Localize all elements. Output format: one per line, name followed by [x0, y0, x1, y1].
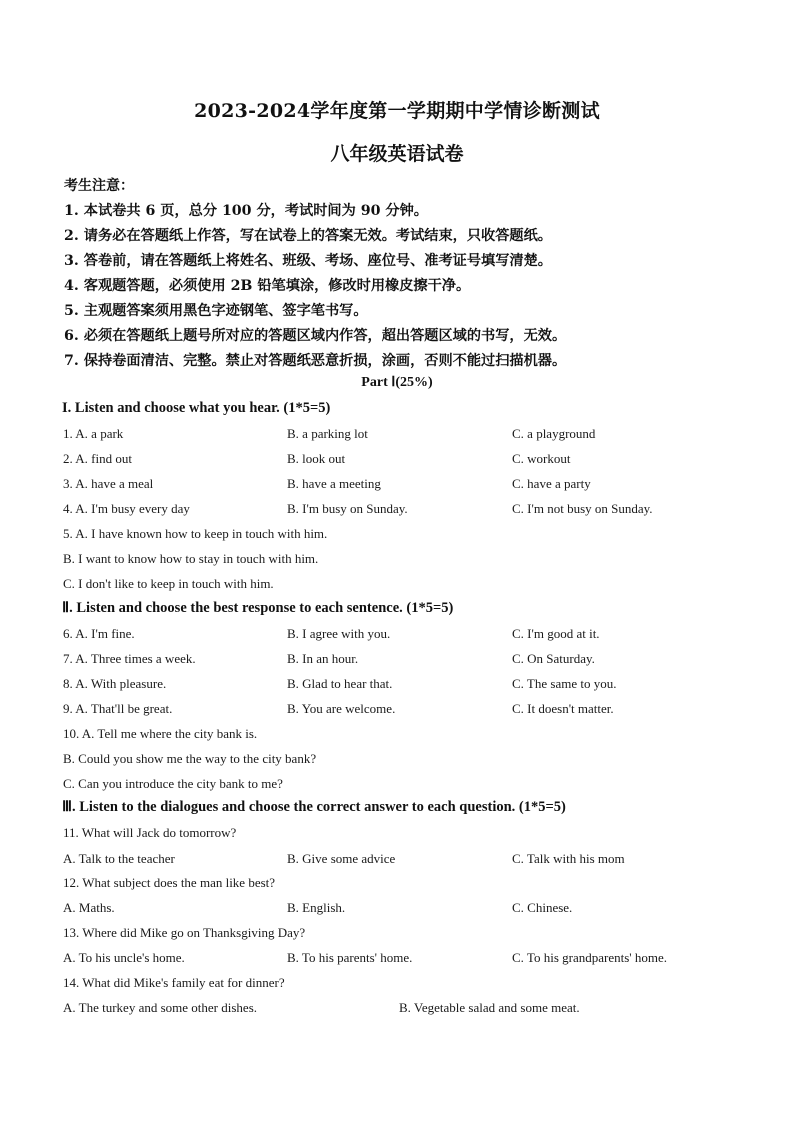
question-2-option-a: 2. A. find out	[63, 451, 132, 466]
notice-item: 4. 客观题答题，必须使用 2B 铅笔填涂，修改时用橡皮擦干净。	[64, 278, 471, 294]
notice-item: 2. 请务必在答题纸上作答，写在试卷上的答案无效。考试结束，只收答题纸。	[64, 228, 552, 244]
question-9-option-c: C. It doesn't matter.	[512, 701, 614, 716]
question-12-option-b: B. English.	[287, 900, 346, 915]
question-1-option-c: C. a playground	[512, 426, 596, 441]
question-11-option-b: B. Give some advice	[287, 851, 396, 866]
section-2-heading: Ⅱ. Listen and choose the best response to each sentence. (1*5=5)	[62, 600, 454, 616]
question-8-option-c: C. The same to you.	[512, 676, 617, 691]
question-4-option-b: B. I'm busy on Sunday.	[287, 501, 408, 516]
question-14-option-b: B. Vegetable salad and some meat.	[399, 1000, 580, 1015]
question-1-option-a: 1. A. a park	[63, 426, 124, 441]
question-7-option-b: B. In an hour.	[287, 651, 359, 666]
question-7-option-a: 7. A. Three times a week.	[63, 651, 196, 666]
question-10-option-c: C. Can you introduce the city bank to me?	[63, 776, 283, 791]
notice-item: 3. 答卷前，请在答题纸上将姓名、班级、考场、座位号、准考证号填写清楚。	[64, 253, 552, 269]
question-5-option-b: B. I want to know how to stay in touch with him.	[63, 551, 319, 566]
section-1-heading: I. Listen and choose what you hear. (1*5=5)	[62, 400, 331, 416]
question-9-option-a: 9. A. That'll be great.	[63, 701, 173, 716]
notice-item: 5. 主观题答案须用黑色字迹钢笔、签字笔书写。	[64, 303, 368, 319]
question-13-option-c: C. To his grandparents' home.	[512, 950, 668, 965]
question-5-option-a: 5. A. I have known how to keep in touch with him.	[63, 526, 328, 541]
notice-item: 6. 必须在答题纸上题号所对应的答题区域内作答，超出答题区域的书写，无效。	[64, 328, 567, 344]
question-11-stem: 11. What will Jack do tomorrow?	[63, 825, 237, 840]
question-9-option-b: B. You are welcome.	[287, 701, 396, 716]
question-8-option-b: B. Glad to hear that.	[287, 676, 393, 691]
question-14-option-a: A. The turkey and some other dishes.	[63, 1000, 257, 1015]
question-5-option-c: C. I don't like to keep in touch with him.	[63, 576, 274, 591]
question-6-option-c: C. I'm good at it.	[512, 626, 600, 641]
exam-subtitle: 八年级英语试卷	[330, 143, 464, 165]
question-13-stem: 13. Where did Mike go on Thanksgiving Day?	[63, 925, 306, 940]
question-11-option-a: A. Talk to the teacher	[63, 851, 175, 866]
question-11-option-c: C. Talk with his mom	[512, 851, 625, 866]
question-13-option-a: A. To his uncle's home.	[63, 950, 185, 965]
question-12-option-a: A. Maths.	[63, 900, 115, 915]
notice-item: 7. 保持卷面清洁、完整。禁止对答题纸恶意折损，涂画，否则不能过扫描机器。	[64, 353, 567, 369]
question-4-option-c: C. I'm not busy on Sunday.	[512, 501, 653, 516]
question-6-option-b: B. I agree with you.	[287, 626, 391, 641]
question-7-option-c: C. On Saturday.	[512, 651, 595, 666]
question-2-option-c: C. workout	[512, 451, 571, 466]
question-10-option-b: B. Could you show me the way to the city bank?	[63, 751, 317, 766]
question-3-option-a: 3. A. have a meal	[63, 476, 154, 491]
question-10-option-a: 10. A. Tell me where the city bank is.	[63, 726, 258, 741]
question-12-option-c: C. Chinese.	[512, 900, 573, 915]
notice-heading: 考生注意：	[64, 178, 134, 194]
question-1-option-b: B. a parking lot	[287, 426, 368, 441]
question-4-option-a: 4. A. I'm busy every day	[63, 501, 190, 516]
part-heading: Part Ⅰ(25%)	[361, 375, 433, 390]
question-2-option-b: B. look out	[287, 451, 346, 466]
notice-item: 1. 本试卷共 6 页，总分 100 分，考试时间为 90 分钟。	[64, 203, 428, 219]
question-3-option-c: C. have a party	[512, 476, 591, 491]
question-13-option-b: B. To his parents' home.	[287, 950, 413, 965]
question-14-stem: 14. What did Mike's family eat for dinner?	[63, 975, 285, 990]
question-12-stem: 12. What subject does the man like best?	[63, 875, 276, 890]
exam-title: 2023-2024学年度第一学期期中学情诊断测试	[194, 100, 600, 122]
section-3-heading: Ⅲ. Listen to the dialogues and choose the correct answer to each question. (1*5=5)	[62, 799, 566, 815]
question-6-option-a: 6. A. I'm fine.	[63, 626, 135, 641]
question-8-option-a: 8. A. With pleasure.	[63, 676, 167, 691]
question-3-option-b: B. have a meeting	[287, 476, 381, 491]
